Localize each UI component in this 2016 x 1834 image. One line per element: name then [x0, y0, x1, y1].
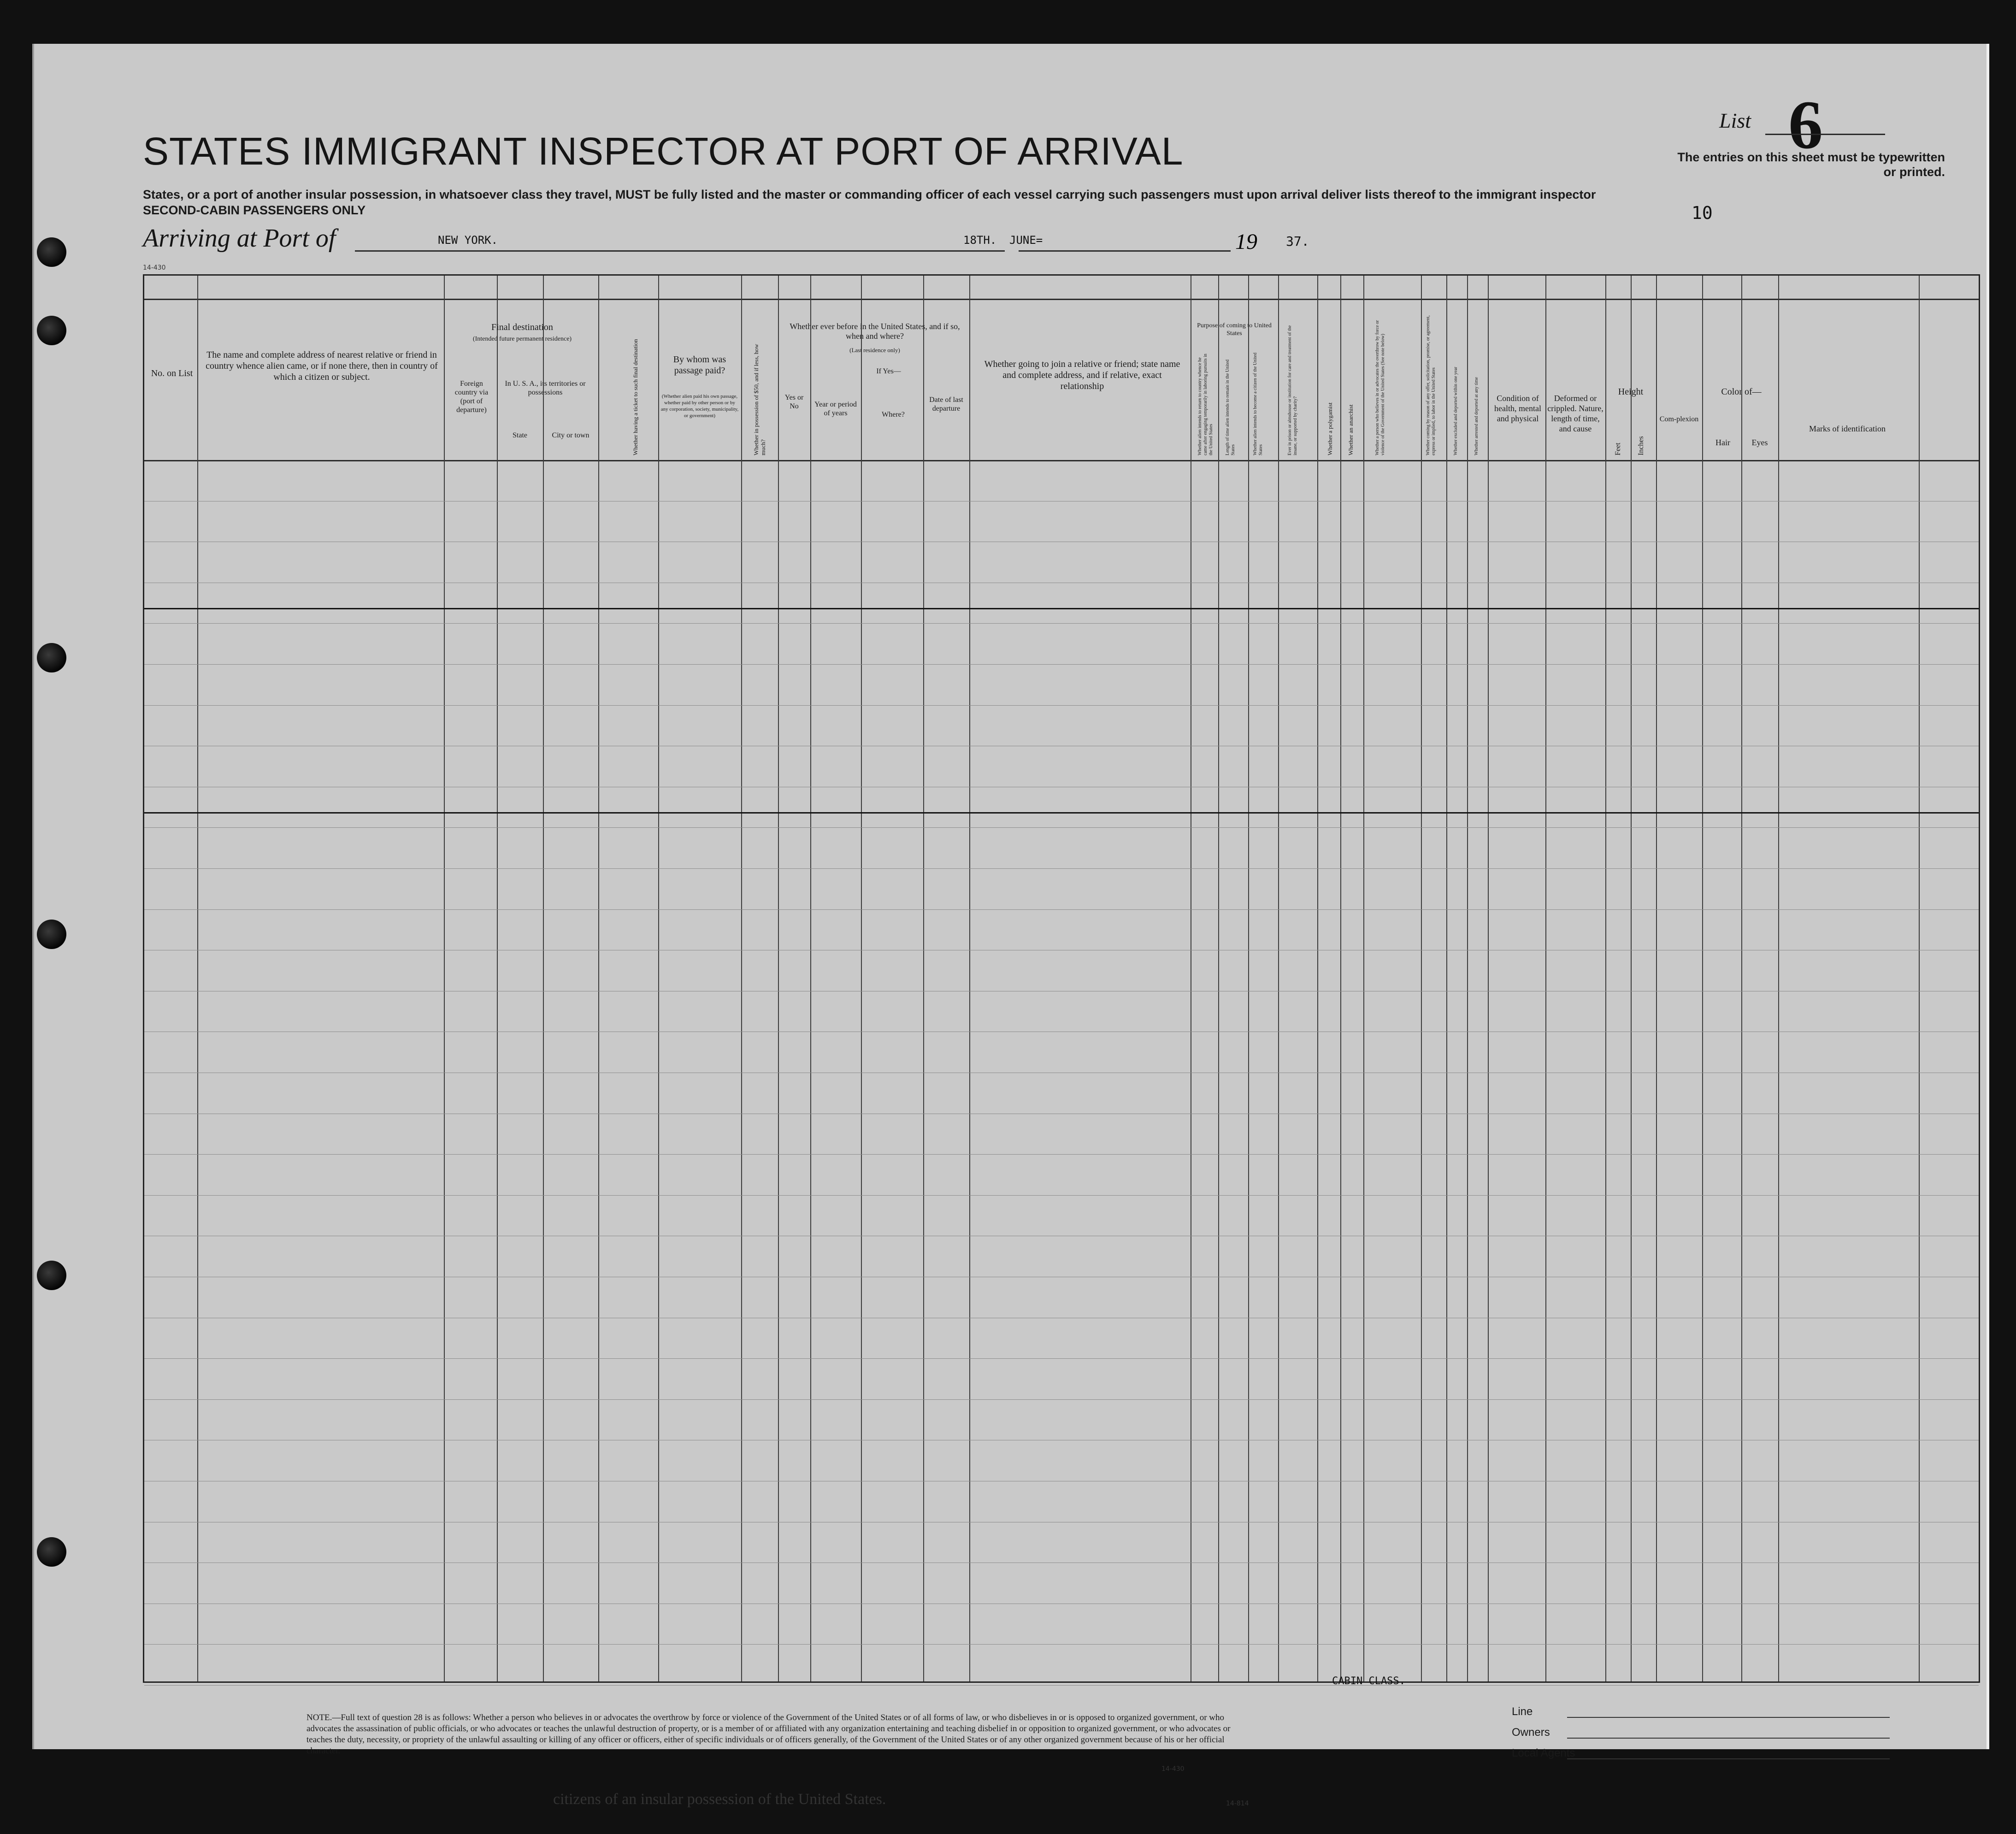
row-rule [144, 1195, 1979, 1196]
hdr-ticket: Whether having a ticket to such final destination [632, 339, 639, 455]
hdr-passage-paid: By whom was passage paid? [673, 354, 726, 376]
form-instructions: States, or a port of another insular possession, in whatsoever class they travel, MUST be fully listed and the master or commanding officer of each vessel carrying such passengers must upon arrival deliver lists thereof to the immigrant inspector [143, 188, 1596, 201]
hdr-labor-offer: Whether coming by reason of any offer, solicitation, promise, or agreement, express or implied, to labor in the United States [1426, 315, 1436, 455]
row-rule [144, 705, 1979, 706]
strike-through [144, 812, 1979, 814]
column-rule [1278, 276, 1279, 1681]
column-rule [923, 276, 924, 1681]
hdr-deformed: Deformed or crippled. Nature, length of time, and cause [1547, 394, 1603, 433]
column-rule [1363, 276, 1364, 1681]
hdr-height: Height [1618, 387, 1644, 397]
hdr-inches: Inches [1637, 436, 1645, 455]
row-rule [144, 827, 1979, 828]
column-rule [598, 276, 599, 1681]
row-rule [144, 909, 1979, 910]
hdr-date-last-departure: Date of last departure [929, 396, 963, 413]
arriving-label: Arriving at Port of [143, 224, 336, 253]
hdr-final-destination-sub: (Intended future permanent residence) [472, 336, 572, 342]
column-rule [444, 276, 445, 1681]
form-title: STATES IMMIGRANT INSPECTOR AT PORT OF ARRIVAL [143, 130, 1184, 173]
hdr-yes-no: Yes or No [784, 394, 804, 410]
column-rule [1421, 276, 1422, 1681]
row-rule [144, 1358, 1979, 1359]
form-code-bottom: 14-430 [1161, 1765, 1185, 1773]
hdr-feet: Feet [1614, 442, 1622, 455]
hdr-polygamist: Whether a polygamist [1326, 402, 1333, 455]
binder-hole [37, 920, 66, 949]
hdr-where: Where? [882, 411, 905, 419]
hdr-purpose-citizen: Whether alien intends to become a citizen of the United States [1253, 353, 1263, 455]
arrival-line [143, 224, 1309, 256]
row-rule [144, 623, 1979, 624]
column-rule [197, 276, 198, 1681]
arrival-year-prefix: 19 [1235, 230, 1257, 254]
hdr-city: City or town [552, 431, 589, 439]
row-rule [144, 868, 1979, 869]
hdr-anarchist: Whether an anarchist [1347, 404, 1354, 455]
entries-note: The entries on this sheet must be typewritten or printed. [1677, 150, 1945, 179]
binder-hole [37, 237, 66, 267]
arrival-month: JUNE= [1009, 234, 1043, 247]
row-rule [144, 664, 1979, 665]
column-rule [1248, 276, 1249, 1681]
port-rule [355, 250, 1005, 252]
arrival-day: 18TH. [963, 234, 997, 247]
hdr-health: Condition of health, mental and physical [1494, 394, 1541, 423]
column-rule [1631, 276, 1632, 1681]
form-subtitle [143, 187, 1664, 218]
cabin-class-stamp: CABIN CLASS. [1332, 1675, 1405, 1687]
column-rule [969, 276, 970, 1681]
hdr-hair: Hair [1715, 438, 1730, 447]
column-rule [1741, 276, 1742, 1681]
hdr-year-period: Year or period of years [814, 401, 857, 417]
hdr-prison: Ever in prison or almshouse or institution for care and treatment of the insane, or supported by charity? [1287, 325, 1298, 455]
hdr-overthrow: Whether a person who believes in or advocates the overthrow by force or violence of the Government of the United States (See note below) [1375, 320, 1385, 455]
column-rule [1340, 276, 1341, 1681]
hdr-purpose-return: Whether alien intends to return to country whence he came after engaging temporarily in laboring pursuits in the United States [1197, 354, 1214, 455]
strike-through [144, 608, 1979, 609]
column-rule [1702, 276, 1703, 1681]
local-agents-label: Local Agents [1512, 1747, 1575, 1759]
question-28-note: NOTE.—Full text of question 28 is as follows: Whether a person who believes in or advocates the overthrow by force or violence of the Government of the United States or of all forms of law, or who disbelieves in or is opposed to organized government, or who advocates the assassination of public officials, or who advocates or teaches the unlawful destruction of property, or is a member of or affiliated with any organization entertaining and teaching disbelief in or opposition to organized government, or who advocates or teaches the duty, necessity, or propriety of the unlawful assaulting or killing of any officer or officers, either of specific individuals or of officers generally, of the Government of the United States or of any other organized government because of his or her official character. [307, 1713, 1231, 1756]
row-rule [144, 1644, 1979, 1645]
list-underline [1765, 134, 1885, 135]
hdr-in-usa: In U. S. A., its territories or possessions [505, 380, 586, 396]
column-rule [778, 276, 779, 1681]
hdr-before-us-sub: (Last residence only) [849, 347, 900, 354]
column-rule [543, 276, 544, 1681]
binder-hole [37, 1261, 66, 1290]
list-number: 6 [1788, 87, 1823, 163]
header-rule [144, 460, 1979, 461]
column-rule [658, 276, 659, 1681]
arrival-year-suffix: 37. [1286, 234, 1309, 249]
column-rule [1467, 276, 1468, 1681]
column-rule [1488, 276, 1489, 1681]
hdr-purpose: Purpose of coming to United States [1197, 322, 1272, 337]
sheet-edge [32, 44, 34, 1749]
hdr-no-on-list: No. on List [151, 368, 193, 378]
hdr-excluded: Whether excluded and deported within one year [1453, 366, 1458, 455]
column-rule [1919, 276, 1920, 1681]
hdr-eyes: Eyes [1751, 438, 1768, 447]
column-rule [741, 276, 742, 1681]
hdr-joining: Whether going to join a relative or friend; state name and complete address, and if relative, exact relationship [984, 359, 1180, 391]
hdr-passage-paid-sub: (Whether alien paid his own passage, whether paid by other person or by any corporation, society, municipality, or government) [660, 394, 739, 419]
column-rule [497, 276, 498, 1681]
hdr-state: State [513, 431, 527, 439]
binder-hole [37, 316, 66, 345]
column-rule [1218, 276, 1219, 1681]
sheet-number: 10 [1692, 203, 1713, 223]
line-label: Line [1512, 1705, 1533, 1718]
form-code-footer: 14-814 [1226, 1800, 1249, 1807]
cabin-class-heading: SECOND-CABIN PASSENGERS ONLY [143, 203, 366, 217]
hdr-marks: Marks of identification [1809, 424, 1886, 433]
manifest-sheet [32, 44, 1989, 1808]
row-rule [144, 1399, 1979, 1400]
list-label: List [1719, 109, 1751, 132]
header-rule [144, 299, 1979, 300]
hdr-fifty-dollars: Whether in possession of $50, and if less, how much? [753, 344, 766, 455]
hdr-before-us: Whether ever before in the United States, and if so, when and where? [790, 322, 960, 341]
binder-hole [37, 643, 66, 672]
local-agents-field [1567, 1758, 1890, 1759]
hdr-relative-abroad: The name and complete address of nearest relative or friend in country whence alien came, or if none there, then in country of which a citizen or subject. [206, 350, 438, 382]
line-field [1567, 1717, 1890, 1718]
row-rule [144, 1154, 1979, 1155]
column-rule [1605, 276, 1606, 1681]
bottom-fragment: citizens of an insular possession of the United States. [553, 1791, 886, 1808]
column-rule [1656, 276, 1657, 1681]
column-rule [1545, 276, 1546, 1681]
column-rule [1446, 276, 1447, 1681]
hdr-foreign-country: Foreign country via (port of departure) [454, 380, 489, 414]
manifest-table [143, 274, 1980, 1683]
binder-hole [37, 1537, 66, 1567]
hdr-complexion: Com-plexion [1659, 415, 1699, 423]
arrival-port: NEW YORK. [438, 234, 498, 247]
hdr-final-destination: Final destination [491, 322, 553, 332]
hdr-purpose-length: Length of time alien intends to remain in the United States [1225, 359, 1236, 455]
owners-field [1567, 1738, 1890, 1739]
owners-label: Owners [1512, 1726, 1550, 1739]
row-rule [144, 1685, 1979, 1686]
column-rule [810, 276, 811, 1681]
hdr-color-of: Color of— [1721, 387, 1762, 397]
column-rule [861, 276, 862, 1681]
hdr-arrested: Whether arrested and deported at any time [1474, 377, 1479, 455]
hdr-if-yes: If Yes— [876, 367, 901, 375]
form-code: 14-430 [143, 264, 166, 271]
date-rule [1019, 250, 1231, 252]
column-rule [1778, 276, 1779, 1681]
column-rule [1317, 276, 1318, 1681]
